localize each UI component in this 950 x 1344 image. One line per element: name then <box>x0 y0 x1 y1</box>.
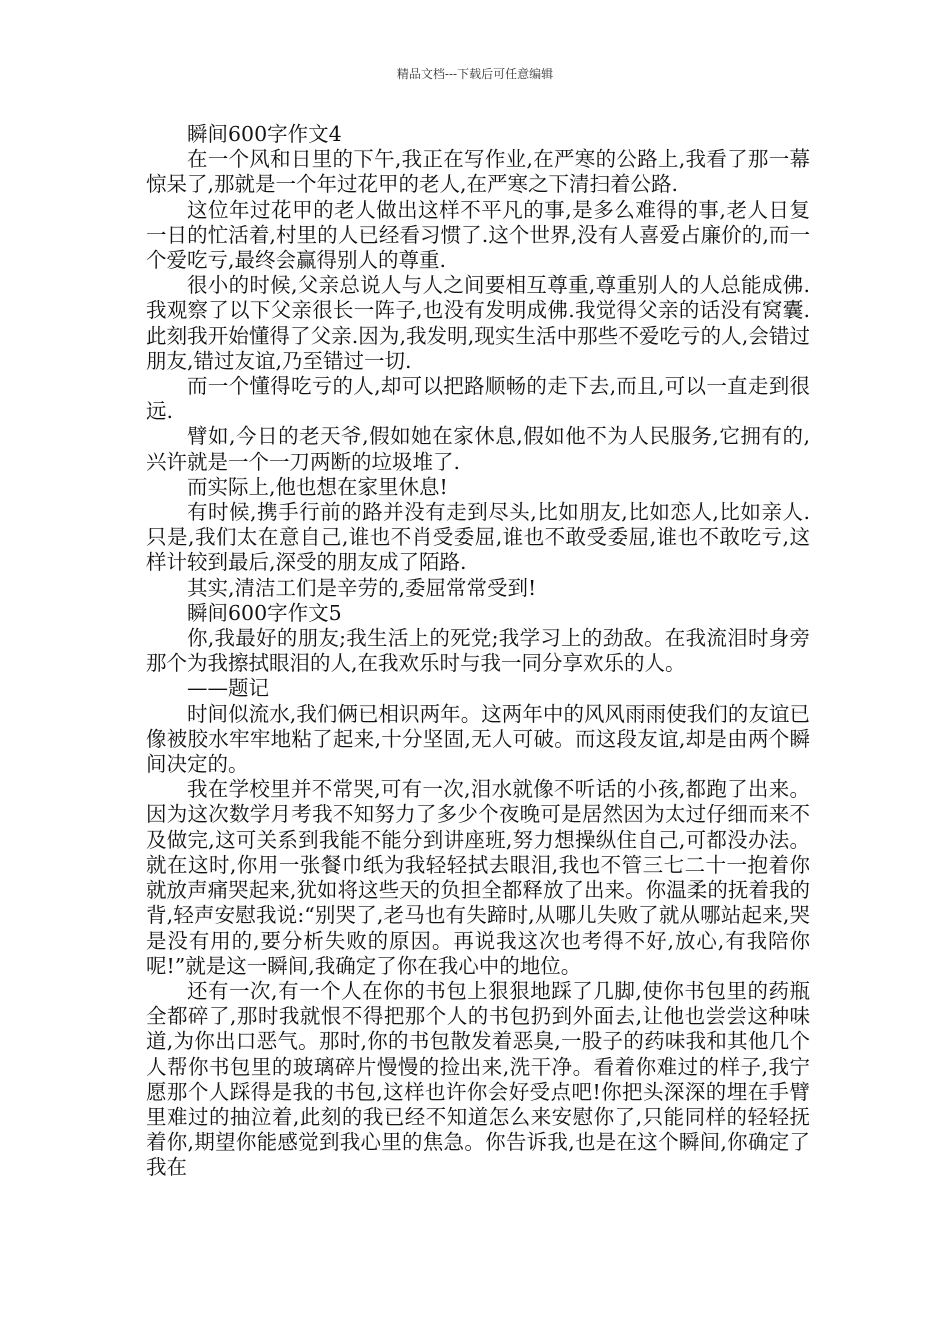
paragraph: 臂如,今日的老天爷,假如她在家休息,假如他不为人民服务,它拥有的,兴许就是一个一刀两断的垃圾堆了. <box>146 424 810 474</box>
paragraph: 而实际上,他也想在家里休息! <box>187 474 448 499</box>
epigraph-signature: ——题记 <box>187 676 269 701</box>
paragraph: 还有一次,有一个人在你的书包上狠狠地踩了几脚,使你书包里的药瓶全都碎了,那时我就恨不得把那个人的书包扔到外面去,让他也尝尝这种味道,为你出口恶气。那时,你的书包散发着恶臭,一股子的药味我和其他几个人帮你书包里的玻璃碎片慢慢的捡出来,洗干净。看着你难过的样子,我宁愿那个人踩得是我的书包,这样也许你会好受点吧!你把头深深的埋在手臂里难过的抽泣着,此刻的我已经不知道怎么来安慰你了,只能同样的轻轻抚着你,期望你能感觉到我心里的焦急。你告诉我,也是在这个瞬间,你确定了我在 <box>146 978 810 1180</box>
document-body <box>146 122 810 1181</box>
paragraph: 这位年过花甲的老人做出这样不平凡的事,是多么难得的事,老人日复一日的忙活着,村里的人已经看习惯了.这个世界,没有人喜爱占廉价的,而一个爱吃亏,最终会赢得别人的尊重. <box>146 197 810 273</box>
paragraph: 你,我最好的朋友;我生活上的死党;我学习上的劲敌。在我流泪时身旁那个为我擦拭眼泪的人,在我欢乐时与我一同分享欢乐的人。 <box>146 626 810 676</box>
paragraph: 而一个懂得吃亏的人,却可以把路顺畅的走下去,而且,可以一直走到很远. <box>146 374 810 424</box>
page-header: 精品文档---下载后可任意编辑 <box>396 67 554 81</box>
paragraph: 我在学校里并不常哭,可有一次,泪水就像不听话的小孩,都跑了出来。因为这次数学月考我不知努力了多少个夜晚可是居然因为太过仔细而来不及做完,这可关系到我能不能分到讲座班,努力想操纵住自己,可都没办法。就在这时,你用一张餐巾纸为我轻轻拭去眼泪,我也不管三七二十一抱着你就放声痛哭起来,犹如将这些天的负担全都释放了出来。你温柔的抚着我的背,轻声安慰我说:“别哭了,老马也有失蹄时,从哪儿失败了就从哪站起来,哭是没有用的,要分析失败的原因。再说我这次也考得不好,放心,有我陪你呢!”就是这一瞬间,我确定了你在我心中的地位。 <box>146 777 810 978</box>
essay-title: 瞬间600字作文4 <box>187 122 342 146</box>
paragraph: 时间似流水,我们俩已相识两年。这两年中的风风雨雨使我们的友谊已像被胶水牢牢地粘了起来,十分坚固,无人可破。而这段友谊,却是由两个瞬间决定的。 <box>146 701 810 777</box>
paragraph: 很小的时候,父亲总说人与人之间要相互尊重,尊重别人的人总能成佛.我观察了以下父亲很长一阵子,也没有发明成佛.我觉得父亲的话没有窝囊.此刻我开始懂得了父亲.因为,我发明,现实生活中那些不爱吃亏的人,会错过朋友,错过友谊,乃至错过一切. <box>146 273 810 373</box>
paragraph: 其实,清洁工们是辛劳的,委屈常常受到! <box>187 575 537 600</box>
paragraph: 有时候,携手行前的路并没有走到尽头,比如朋友,比如恋人,比如亲人.只是,我们太在意自己,谁也不肖受委屈,谁也不敢受委屈,谁也不敢吃亏,这样计较到最后,深受的朋友成了陌路. <box>146 500 810 575</box>
essay-title: 瞬间600字作文5 <box>187 600 342 625</box>
paragraph: 在一个风和日里的下午,我正在写作业,在严寒的公路上,我看了那一幕惊呆了,那就是一个年过花甲的老人,在严寒之下清扫着公路. <box>146 147 810 197</box>
